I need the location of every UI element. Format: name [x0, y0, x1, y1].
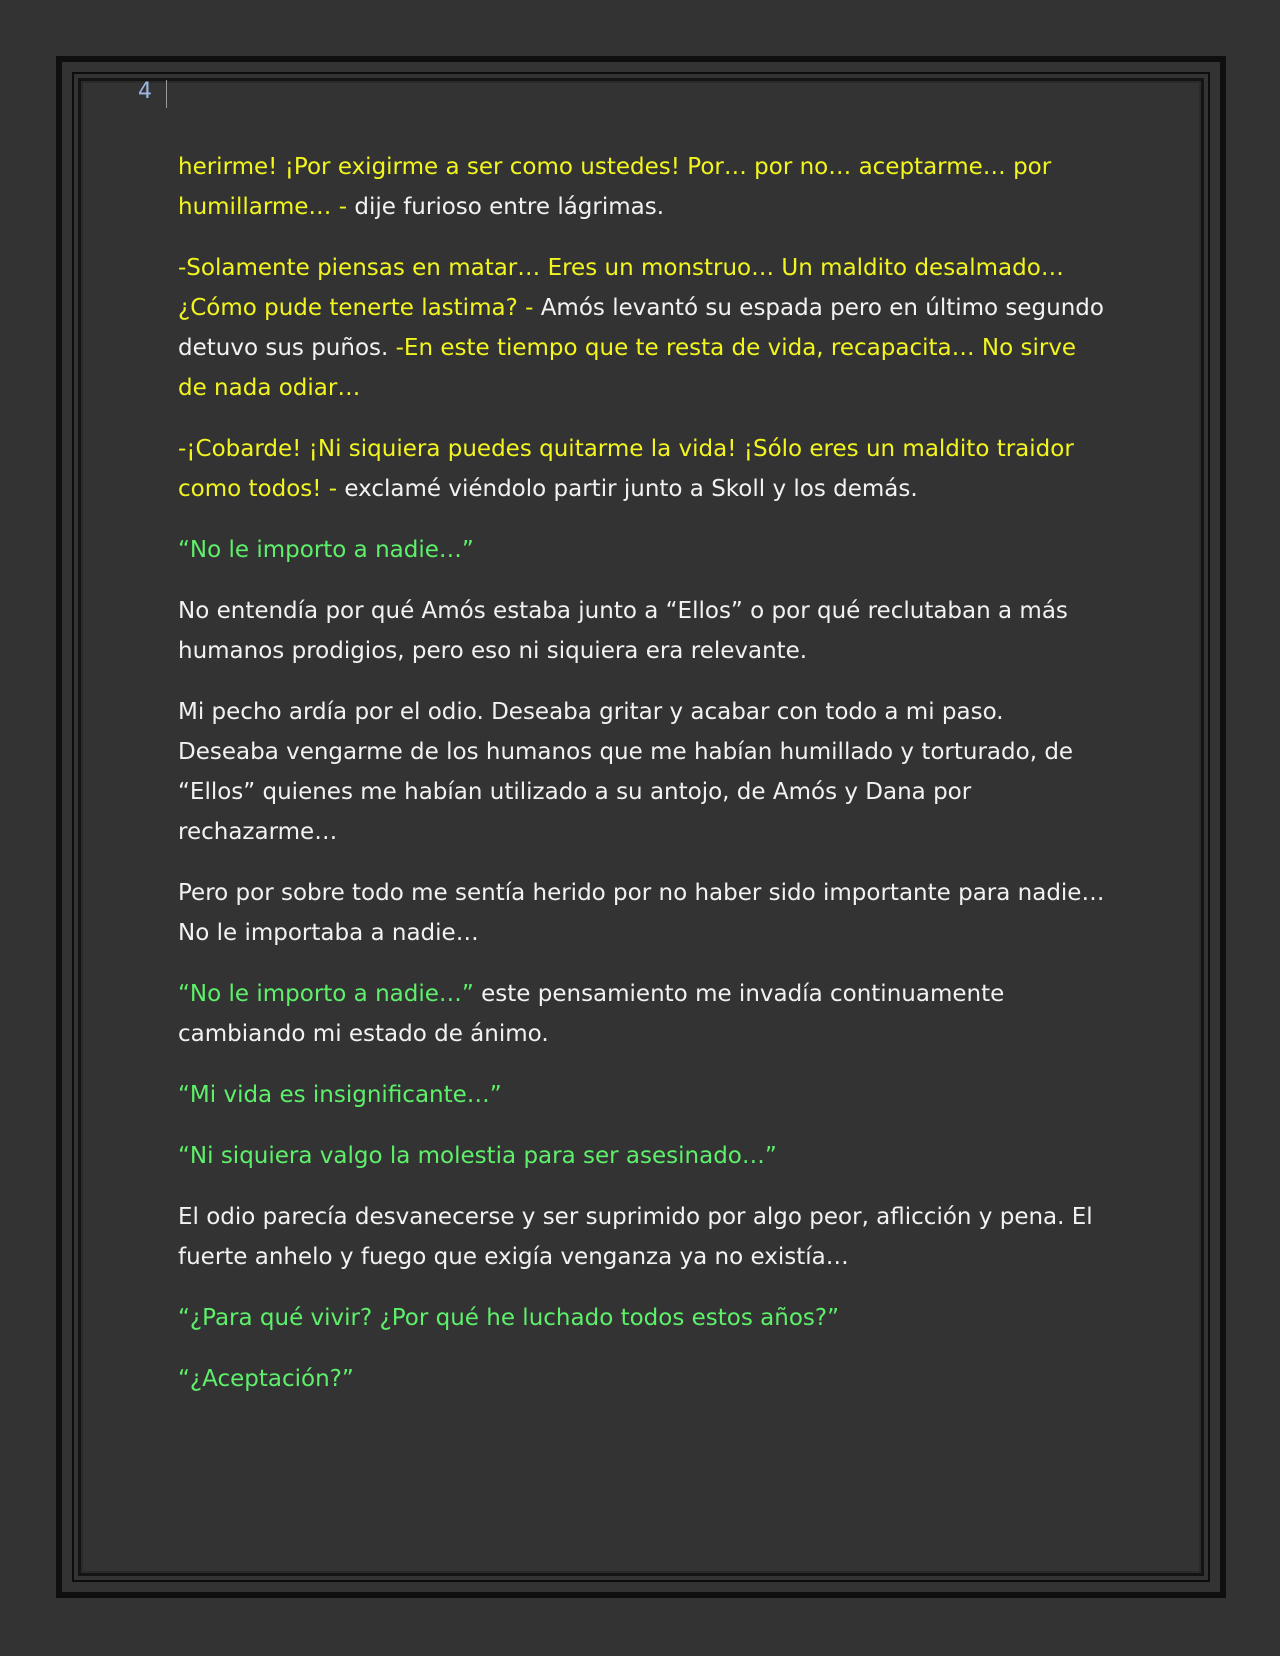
- paragraph: [178, 1197, 1108, 1277]
- narration-text: El odio parecía desvanecerse y ser suprimido por algo peor, aflicción y pena. El fuerte anhelo y fuego que exigía venganza ya no existía…: [178, 1204, 1093, 1270]
- narration-text: exclamé viéndolo partir junto a Skoll y los demás.: [337, 476, 918, 502]
- paragraph: [178, 873, 1108, 953]
- paragraph: [178, 1075, 1108, 1115]
- dialogue-text: herirme! ¡Por exigirme a ser como ustedes! Por… por no… aceptarme… por humillarme… -: [178, 154, 1052, 220]
- narration-text: este pensamiento me invadía continuamente cambiando mi estado de ánimo.: [178, 981, 1005, 1047]
- paragraph: [178, 591, 1108, 671]
- thought-text: “No le importo a nadie…”: [178, 981, 474, 1007]
- dialogue-text: -Solamente piensas en matar… Eres un monstruo… Un maldito desalmado… ¿Cómo pude tenerte lastima? -: [178, 255, 1064, 321]
- paragraph: [178, 429, 1108, 509]
- narration-text: No entendía por qué Amós estaba junto a “Ellos” o por qué reclutaban a más humanos prodigios, pero eso ni siquiera era relevante.: [178, 598, 1068, 664]
- story-text: [178, 147, 1108, 1420]
- thought-text: “No le importo a nadie…”: [178, 537, 474, 563]
- narration-text: Amós levantó su espada pero en último segundo detuvo sus puños.: [178, 295, 1104, 361]
- dialogue-text: -¡Cobarde! ¡Ni siquiera puedes quitarme la vida! ¡Sólo eres un maldito traidor como todos! -: [178, 436, 1074, 502]
- narration-text: Pero por sobre todo me sentía herido por no haber sido importante para nadie… No le importaba a nadie…: [178, 880, 1105, 946]
- page-number: 4: [138, 79, 152, 104]
- narration-text: dije furioso entre lágrimas.: [347, 194, 665, 220]
- narration-text: Mi pecho ardía por el odio. Deseaba gritar y acabar con todo a mi paso. Deseaba vengarme de los humanos que me habían humillado y torturado, de “Ellos” quienes me habían utilizado a su antojo, de Amós y Dana por rechazarme…: [178, 699, 1074, 845]
- paragraph: [178, 692, 1108, 852]
- paragraph: [178, 974, 1108, 1054]
- paragraph: [178, 147, 1108, 227]
- page-number-divider: [166, 80, 167, 108]
- paragraph: [178, 1359, 1108, 1399]
- thought-text: “Ni siquiera valgo la molestia para ser asesinado…”: [178, 1143, 777, 1169]
- thought-text: “¿Para qué vivir? ¿Por qué he luchado todos estos años?”: [178, 1305, 839, 1331]
- paragraph: [178, 1298, 1108, 1338]
- paragraph: [178, 530, 1108, 570]
- thought-text: “Mi vida es insignificante…”: [178, 1082, 502, 1108]
- paragraph: [178, 248, 1108, 408]
- dialogue-text: -En este tiempo que te resta de vida, recapacita… No sirve de nada odiar…: [178, 335, 1077, 401]
- thought-text: “¿Aceptación?”: [178, 1366, 354, 1392]
- paragraph: [178, 1136, 1108, 1176]
